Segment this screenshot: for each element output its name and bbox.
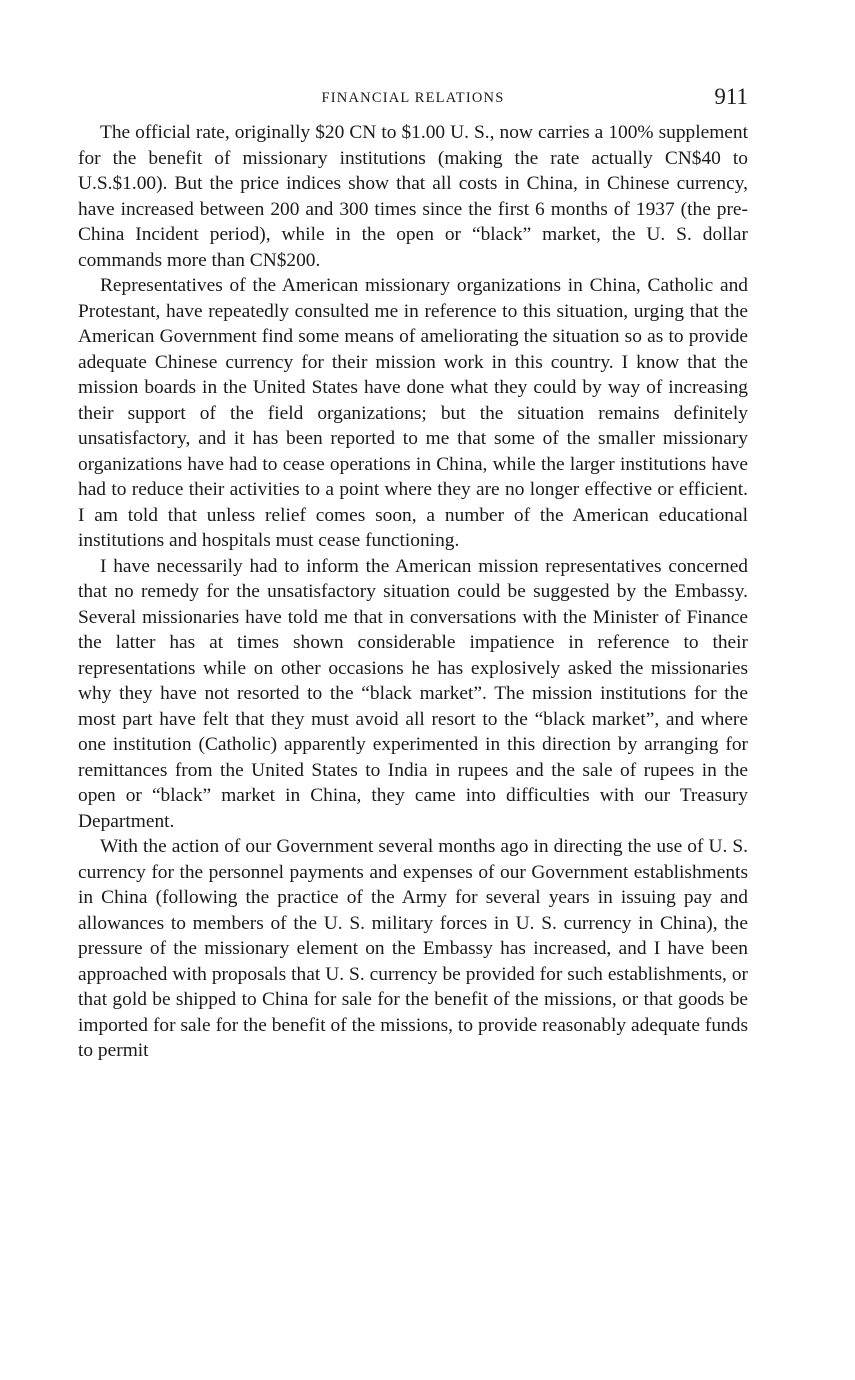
page-number: 911 (714, 84, 748, 109)
document-page (78, 84, 748, 1064)
paragraph-missionary-representatives: Representatives of the American missionary organizations in China, Catholic and Protestant, have repeatedly consulted me in reference to this situation, urging that the American Government find some means of ameliorating the situation so as to provide adequate Chinese currency for their mission work in this country. I know that the mission boards in the United States have done what they could by way of increasing their support of the field organizations; but the situation remains definitely unsatisfactory, and it has been reported to me that some of the smaller missionary organizations have had to cease operations in China, while the larger institutions have had to reduce their activities to a point where they are no longer effective or efficient. I am told that unless relief comes soon, a number of the American educational institutions and hospitals must cease functioning. (78, 275, 748, 551)
running-header (78, 84, 748, 120)
paragraph-us-currency-action: With the action of our Government several months ago in directing the use of U. S. currency for the personnel payments and expenses of our Government establishments in China (following the practice of the Army for several years in issuing pay and allowances to members of the U. S. military forces in U. S. currency in China), the pressure of the missionary element on the Embassy has increased, and I have been approached with proposals that U. S. currency be provided for such establishments, or that gold be shipped to China for sale for the benefit of the missions, or that goods be imported for sale for the benefit of the missions, to provide reasonably adequate funds to permit (78, 836, 748, 1061)
body-text (78, 120, 748, 1064)
paragraph-official-rate: The official rate, originally $20 CN to $1.00 U. S., now carries a 100% supplement for the benefit of missionary institutions (making the rate actually CN$40 to U.S.$1.00). But the price indices show that all costs in China, in Chinese currency, have increased between 200 and 300 times since the first 6 months of 1937 (the pre-China Incident period), while in the open or “black” market, the U. S. dollar commands more than CN$200. (78, 122, 748, 271)
running-header-title: FINANCIAL RELATIONS (321, 90, 505, 106)
paragraph-no-remedy: I have necessarily had to inform the American mission representatives concerned that no remedy for the unsatisfactory situation could be suggested by the Embassy. Several missionaries have told me that in conversations with the Minister of Finance the latter has at times shown considerable impatience in reference to their representations while on other occasions he has explosively asked the missionaries why they have not resorted to the “black market”. The mission institutions for the most part have felt that they must avoid all resort to the “black market”, and where one institution (Catholic) apparently experimented in this direction by arranging for remittances from the United States to India in rupees and the sale of rupees in the open or “black” market in China, they came into difficulties with our Treasury Department. (78, 555, 748, 832)
